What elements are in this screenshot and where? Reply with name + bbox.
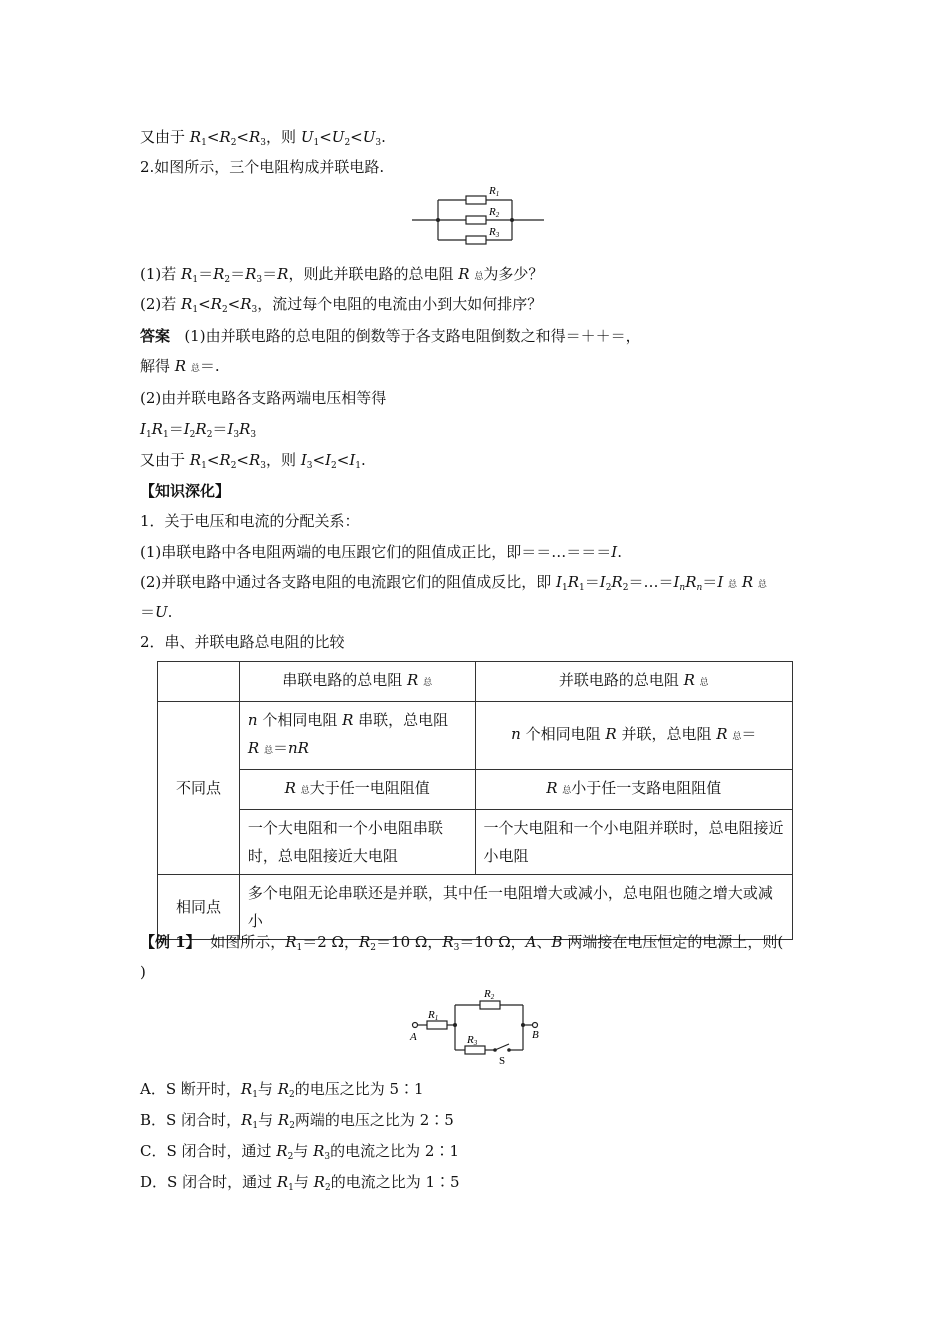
fig2-label-r1: R1: [428, 1009, 439, 1022]
question-2-intro: 2.如图所示，三个电阻构成并联电路.: [140, 158, 385, 176]
cell-series-greater: R 总大于任一电阻阻值: [239, 770, 475, 810]
knowledge-item-1-2-cont: ＝U.: [140, 603, 173, 621]
option-c[interactable]: C．S 闭合时，通过 $R_2$与 $R_3$的电流之比为 2∶1: [140, 1142, 459, 1162]
answer-line-3: (2)由并联电路各支路两端电压相等得: [140, 389, 387, 407]
fig1-label-r3: R3: [489, 226, 500, 239]
answer-line-1: [140, 326, 641, 346]
diff-label: 不同点: [158, 702, 240, 875]
table-corner-cell: [158, 662, 240, 702]
knowledge-item-1-2: (2)并联电路中通过各支路电阻的电流跟它们的阻值成反比，即 $I_1R_1=I_2R_2=\dots=I_nR_n=I$ 总 R 总: [140, 573, 767, 593]
table-row: [158, 875, 793, 940]
cell-same: 多个电阻无论串联还是并联，其中任一电阻增大或减小，总电阻也随之增大或减小: [239, 875, 792, 940]
question-2-part-2: (2)若 $R_1<R_2<R_3$，流过每个电阻的电流由小到大如何排序？: [140, 295, 543, 315]
cell-series-large-small: 一个大电阻和一个小电阻串联时，总电阻接近大电阻: [239, 810, 475, 875]
example-label: 【例 1】: [140, 933, 201, 951]
same-label: 相同点: [158, 875, 240, 940]
parallel-circuit-figure: [410, 183, 546, 245]
table-row: [158, 770, 793, 810]
option-d[interactable]: D．S 闭合时，通过 $R_1$与 $R_2$的电流之比为 1∶5: [140, 1173, 460, 1193]
example-stem-end: ): [140, 963, 146, 981]
fig2-label-r2: R2: [484, 988, 495, 1001]
fig1-label-r1: R1: [489, 185, 500, 198]
table-header-row: [158, 662, 793, 702]
answer-line-5: 又由于 $R_1<R_2<R_3$，则 $I_3<I_2<I_1$.: [140, 451, 366, 471]
line-voltage-order: 又由于 $R_1<R_2<R_3$，则 $U_1<U_2<U_3$.: [140, 128, 386, 148]
header-parallel: 并联电路的总电阻 R 总: [475, 662, 792, 702]
knowledge-item-1: 1．关于电压和电流的分配关系：: [140, 512, 360, 530]
question-2-part-1: (1)若 $R_1=R_2=R_3=R$，则此并联电路的总电阻 R 总为多少？: [140, 265, 544, 285]
fig2-label-s: S: [499, 1055, 506, 1067]
knowledge-item-2: 2．串、并联电路总电阻的比较: [140, 633, 345, 651]
option-a[interactable]: A．S 断开时，$R_1$与 $R_2$的电压之比为 5∶1: [140, 1080, 424, 1100]
cell-parallel-identical: n 个相同电阻 R 并联，总电阻 R 总＝: [475, 702, 792, 770]
header-series: 串联电路的总电阻 R 总: [239, 662, 475, 702]
option-b[interactable]: B．S 闭合时，$R_1$与 $R_2$两端的电压之比为 2∶5: [140, 1111, 454, 1131]
cell-series-identical: n 个相同电阻 R 串联，总电阻 R 总＝nR: [239, 702, 475, 770]
example-circuit-figure: [405, 985, 545, 1070]
fig2-label-b: B: [532, 1029, 539, 1041]
knowledge-heading: 【知识深化】: [140, 482, 231, 500]
fig2-label-a: A: [410, 1031, 417, 1043]
table-row: [158, 810, 793, 875]
table-row: [158, 702, 793, 770]
cell-parallel-large-small: 一个大电阻和一个小电阻并联时，总电阻接近小电阻: [475, 810, 792, 875]
answer-label: 答案: [140, 327, 171, 345]
example-stem: 【例 1】 如图所示，$R_1=2$ Ω，$R_2=10$ Ω，$R_3=10$ Ω，A、B 两端接在电压恒定的电源上，则(: [140, 933, 784, 953]
fig2-label-r3: R3: [467, 1034, 478, 1047]
fig1-label-r2: R2: [489, 206, 500, 219]
answer-line-4: $I_1R_1=I_2R_2=I_3R_3$: [140, 420, 257, 440]
answer-text-1: (1)由并联电路的总电阻的倒数等于各支路电阻倒数之和得＝＋＋＝，: [184, 327, 641, 345]
answer-line-2: 解得 R 总＝.: [140, 357, 220, 375]
knowledge-item-1-1: (1)串联电路中各电阻两端的电压跟它们的阻值成正比，即＝＝…＝＝＝I.: [140, 543, 622, 561]
resistance-comparison-table: [157, 661, 793, 940]
cell-parallel-less: R 总小于任一支路电阻阻值: [475, 770, 792, 810]
